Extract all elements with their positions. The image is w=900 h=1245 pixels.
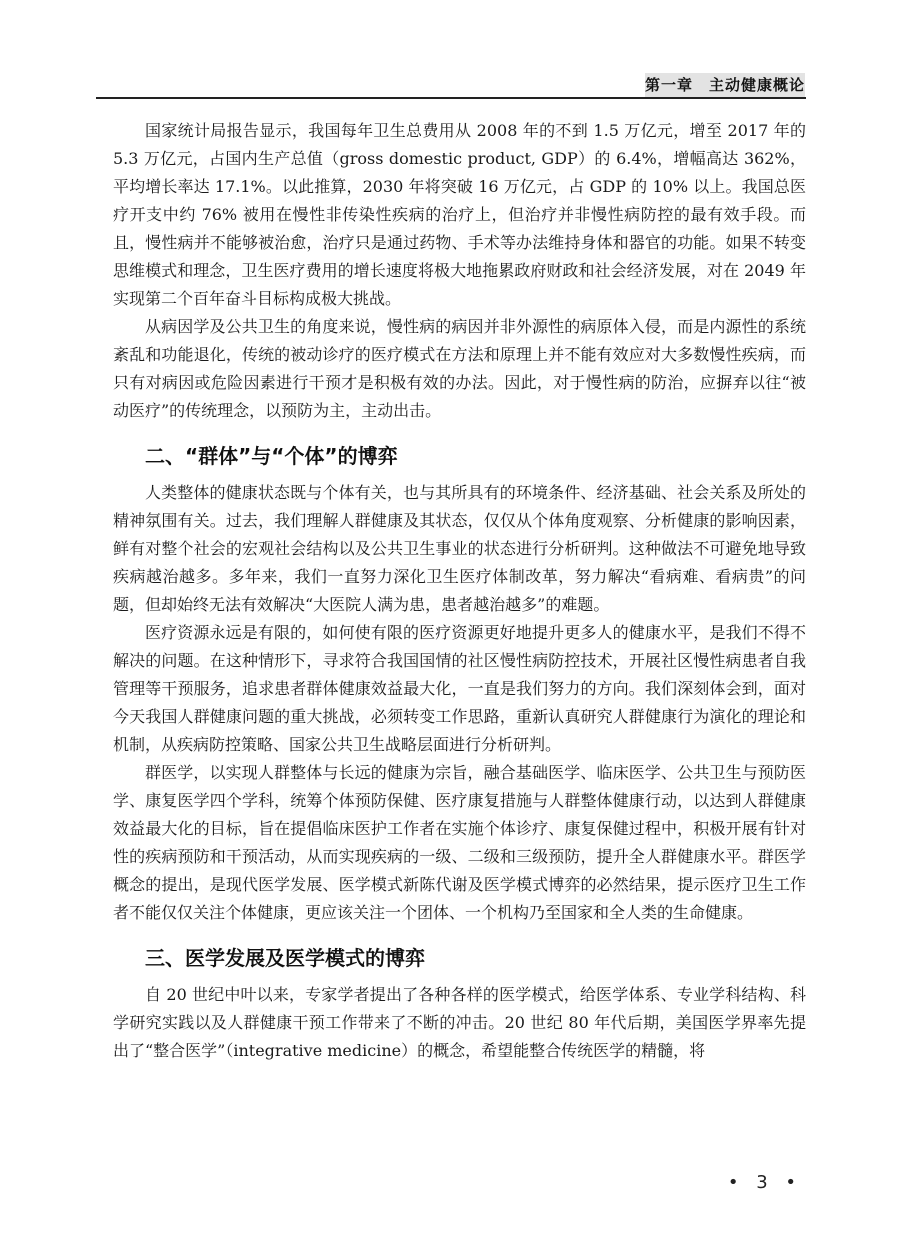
page-number: • 3 • (727, 1172, 802, 1193)
paragraph-group-medicine: 群医学，以实现人群整体与长远的健康为宗旨，融合基础医学、临床医学、公共卫生与预防医学、康复医学四个学科，统筹个体预防保健、医疗康复措施与人群整体健康行动，以达到人群健康效益最大化的目标，旨在提倡临床医护工作者在实施个体诊疗、康复保健过程中，积极开展有针对性的疾病预防和干预活动，从而实现疾病的一级、二级和三级预防，提升全人群健康水平。群医学概念的提出，是现代医学发展、医学模式新陈代谢及医学模式博弈的必然结果，提示医疗卫生工作者不能仅仅关注个体健康，更应该关注一个团体、一个机构乃至国家和全人类的生命健康。 (113, 763, 806, 922)
header-rule (96, 97, 806, 99)
paragraph-population-health: 人类整体的健康状态既与个体有关，也与其所具有的环境条件、经济基础、社会关系及所处的精神氛围有关。过去，我们理解人群健康及其状态，仅仅从个体角度观察、分析健康的影响因素，鲜有对整个社会的宏观社会结构以及公共卫生事业的状态进行分析研判。这种做法不可避免地导致疾病越治越多。多年来，我们一直努力深化卫生医疗体制改革，努力解决“看病难、看病贵”的问题，但却始终无法有效解决“大医院人满为患，患者越治越多”的难题。 (113, 483, 806, 614)
section-heading-medical-models: 三、医学发展及医学模式的博弈 (145, 946, 425, 970)
running-header-chapter-title: 第一章 主动健康概论 (645, 73, 805, 97)
paragraph-medical-resources: 医疗资源永远是有限的，如何使有限的医疗资源更好地提升更多人的健康水平，是我们不得不解决的问题。在这种情形下，寻求符合我国国情的社区慢性病防控技术，开展社区慢性病患者自我管理等干预服务，追求患者群体健康效益最大化，一直是我们努力的方向。我们深刻体会到，面对今天我国人群健康问题的重大挑战，必须转变工作思路，重新认真研究人群健康行为演化的理论和机制，从疾病防控策略、国家公共卫生战略层面进行分析研判。 (113, 623, 806, 754)
paragraph-integrative-medicine: 自 20 世纪中叶以来，专家学者提出了各种各样的医学模式，给医学体系、专业学科结构、科学研究实践以及人群健康干预工作带来了不断的冲击。20 世纪 80 年代后期，美国医学界率先提出了“整合医学”（integrative medicine）的概念，希望能整合传统医学的精髓，将 (113, 985, 806, 1060)
page-body (113, 117, 806, 1065)
paragraph-etiology: 从病因学及公共卫生的角度来说，慢性病的病因并非外源性的病原体入侵，而是内源性的系统紊乱和功能退化，传统的被动诊疗的医疗模式在方法和原理上并不能有效应对大多数慢性疾病，而只有对病因或危险因素进行干预才是积极有效的办法。因此，对于慢性病的防治，应摒弃以往“被动医疗”的传统理念，以预防为主，主动出击。 (113, 317, 806, 420)
section-heading-group-vs-individual: 二、“群体”与“个体”的博弈 (145, 444, 398, 468)
paragraph-health-expenditure: 国家统计局报告显示，我国每年卫生总费用从 2008 年的不到 1.5 万亿元，增至 2017 年的 5.3 万亿元，占国内生产总值（gross domestic product, GDP）的 6.4%，增幅高达 362%，平均增长率达 17.1%。以此推算，2030 年将突破 16 万亿元，占 GDP 的 10% 以上。我国总医疗开支中约 76% 被用在慢性非传染性疾病的治疗上，但治疗并非慢性病防控的最有效手段。而且，慢性病并不能够被治愈，治疗只是通过药物、手术等办法维持身体和器官的功能。如果不转变思维模式和理念，卫生医疗费用的增长速度将极大地拖累政府财政和社会经济发展，对在 2049 年实现第二个百年奋斗目标构成极大挑战。 (113, 121, 806, 308)
